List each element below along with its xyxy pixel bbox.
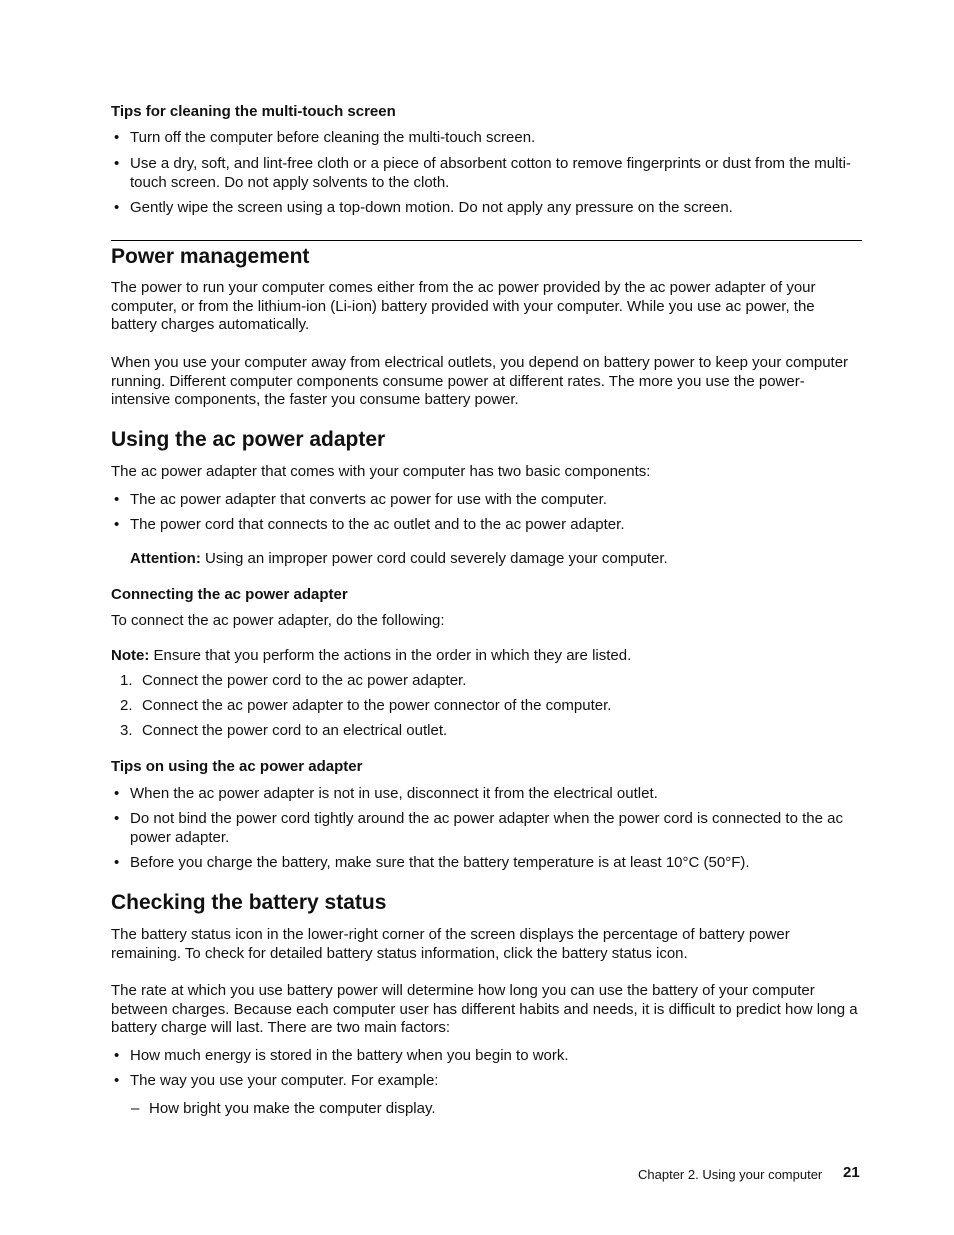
paragraph: The rate at which you use battery power will determine how long you can use the battery of your computer between charges. Because each computer user has different habits and needs, it is difficult to predict how long a battery charge will last. There are two main factors: [111,982,858,1036]
dash-icon: – [131,1100,140,1117]
bullet-icon: • [114,129,120,146]
paragraph: To connect the ac power adapter, do the following: [111,612,445,629]
attention-text: Using an improper power cord could severely damage your computer. [204,550,668,567]
attention-note [130,550,862,569]
subheading-cleaning-tips: Tips for cleaning the multi-touch screen [111,103,396,120]
subheading-adapter-tips: Tips on using the ac power adapter [111,758,363,775]
paragraph: When you use your computer away from electrical outlets, you depend on battery power to keep your computer running. Different computer components consume power at different rates. The more you use the power-intensive components, the faster you consume battery power. [111,354,849,408]
page-number: 21 [843,1164,860,1181]
subheading-connecting: Connecting the ac power adapter [111,586,348,603]
section-title-battery-status: Checking the battery status [111,891,387,914]
bullet-icon: • [114,810,120,827]
section-divider [111,240,862,241]
attention-label: Attention: [130,550,201,567]
bullet-icon: • [114,854,120,871]
bullet-icon: • [114,785,120,802]
paragraph: The power to run your computer comes either from the ac power provided by the ac power adapter of your computer, or from the lithium-ion (Li-ion) battery provided with your computer. While you use ac power, the battery charges automatically. [111,279,816,333]
section-title-ac-adapter: Using the ac power adapter [111,428,386,451]
bullet-icon: • [114,155,120,172]
bullet-icon: • [114,516,120,533]
paragraph: The battery status icon in the lower-right corner of the screen displays the percentage of battery power remaining. To check for detailed battery status information, click the battery status icon. [111,926,790,962]
note-label: Note: [111,647,150,664]
note-text: Ensure that you perform the actions in the order in which they are listed. [153,647,632,664]
footer-chapter: Chapter 2. Using your computer [638,1167,823,1182]
paragraph: The ac power adapter that comes with your computer has two basic components: [111,463,651,480]
note [111,647,863,666]
bullet-icon: • [114,491,120,508]
section-title-power-management: Power management [111,245,310,268]
bullet-icon: • [114,1072,120,1089]
bullet-icon: • [114,199,120,216]
bullet-icon: • [114,1047,120,1064]
